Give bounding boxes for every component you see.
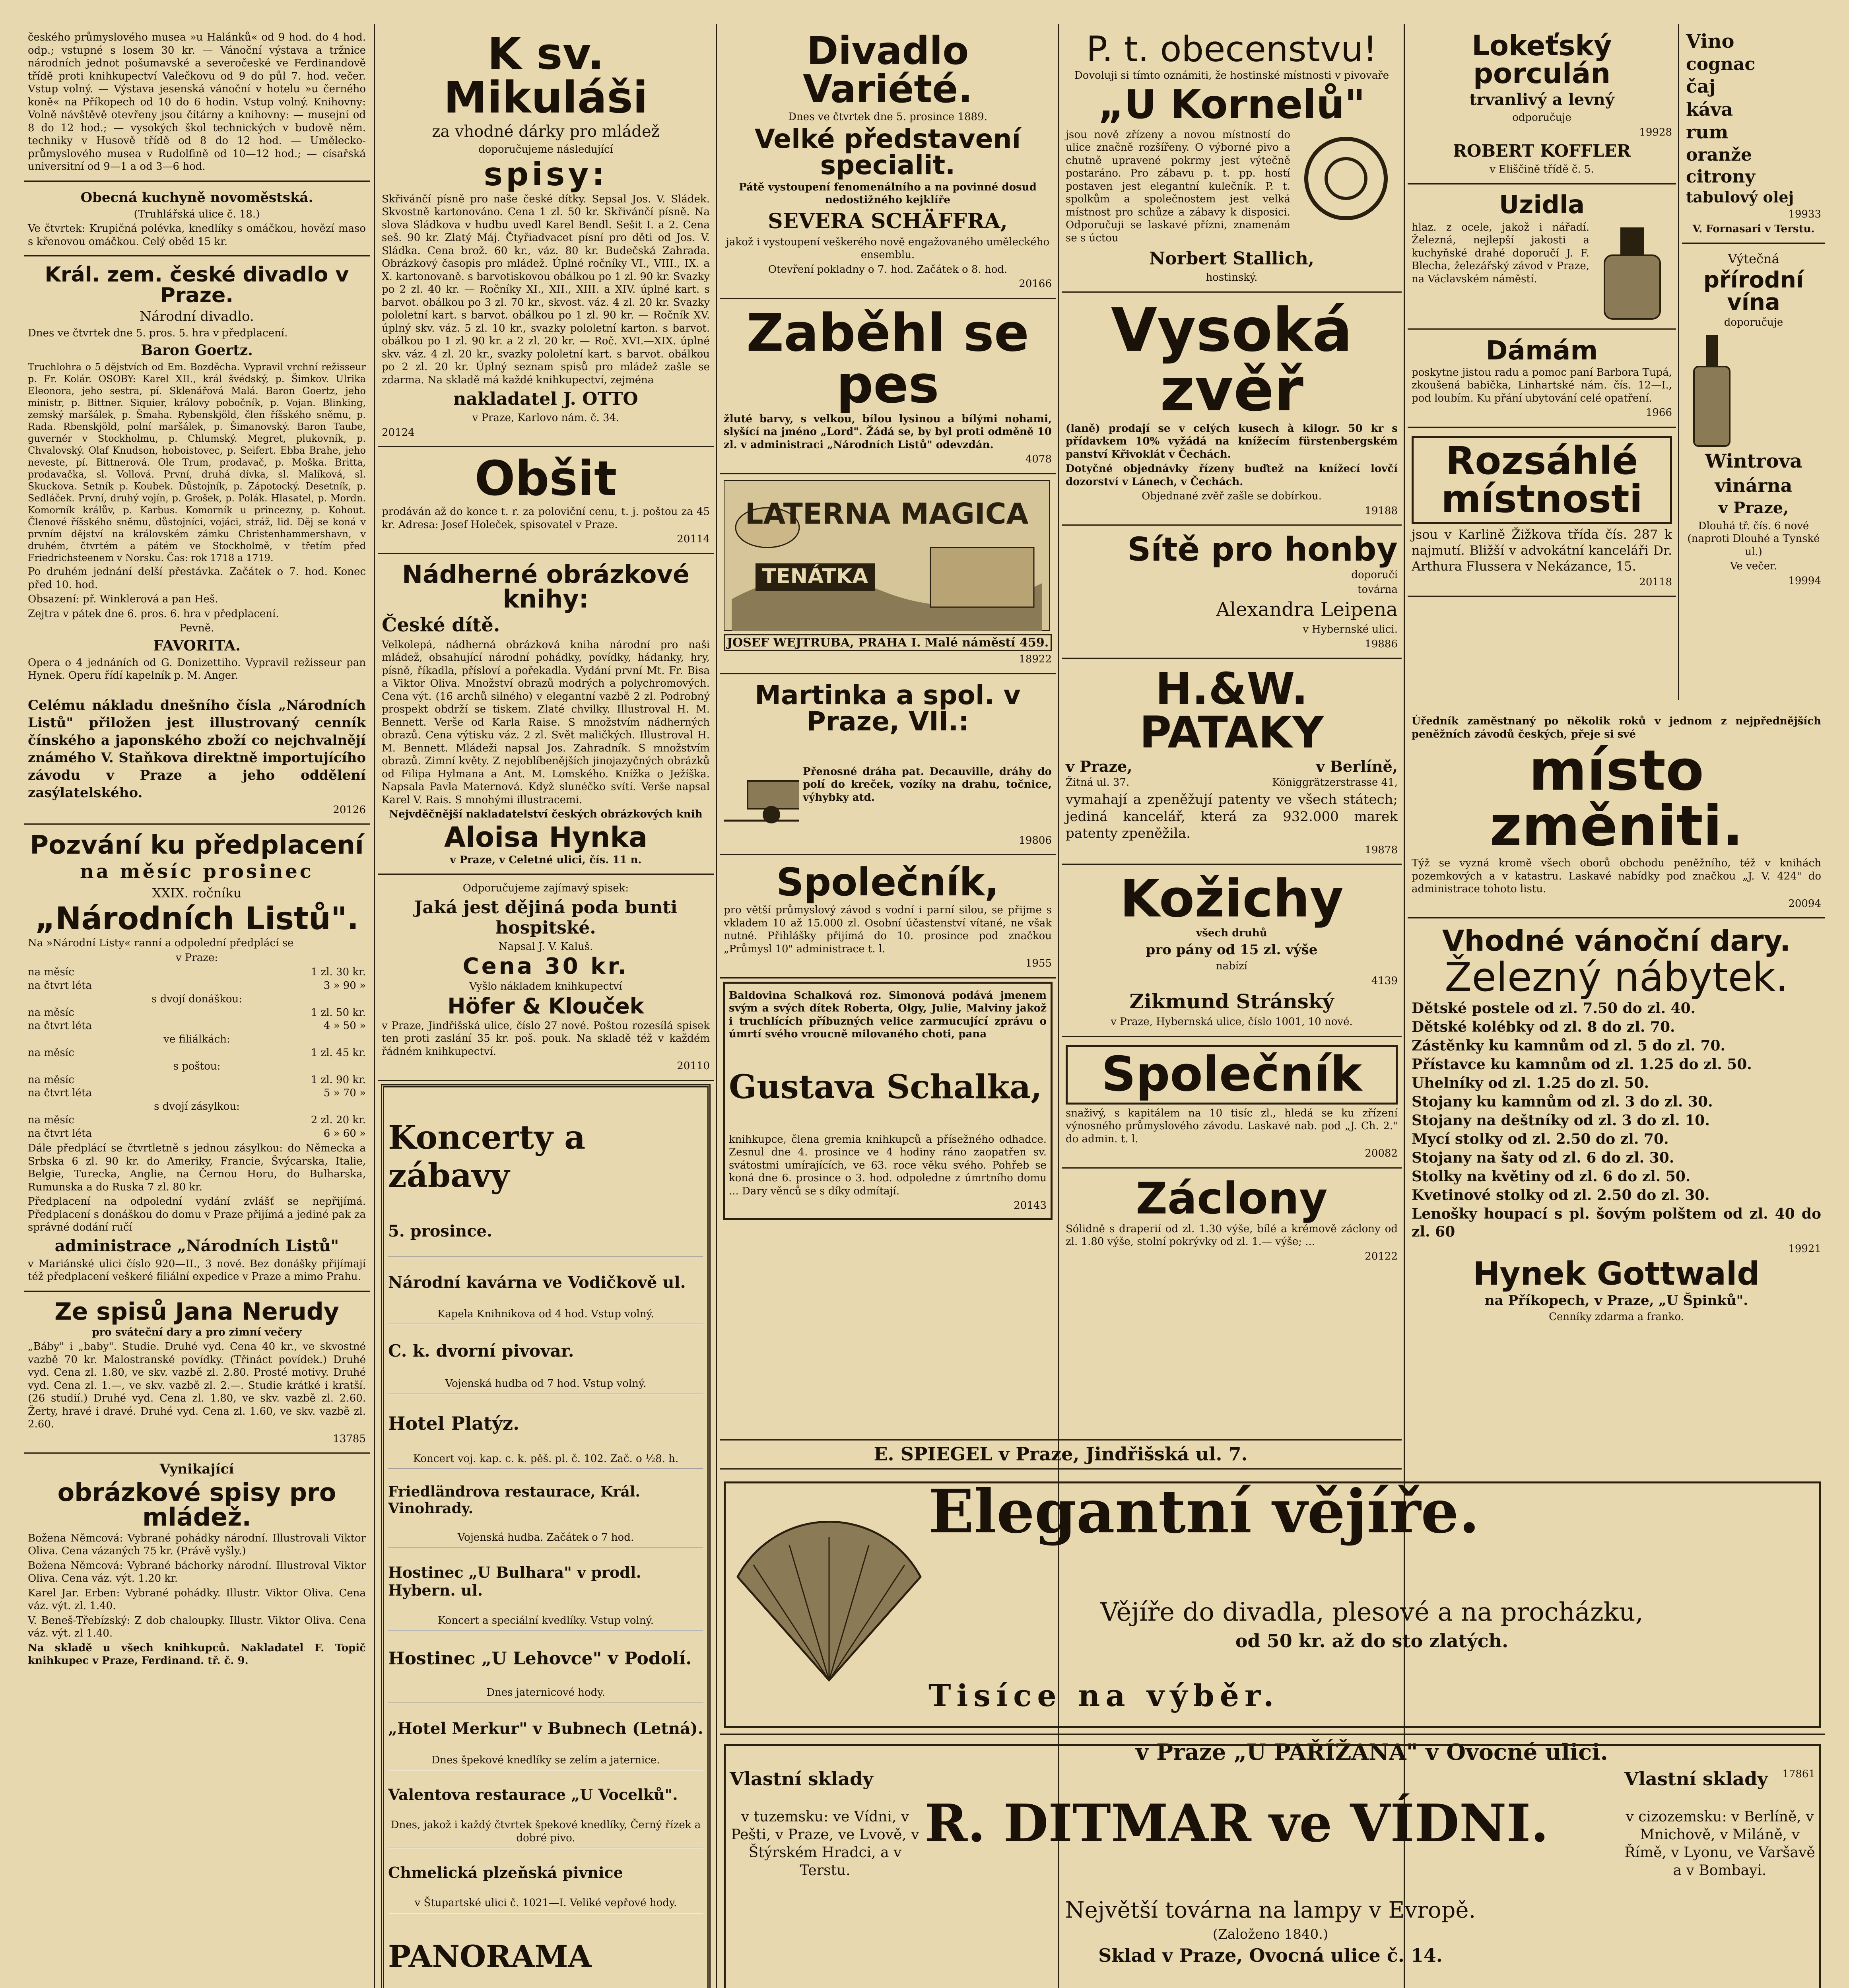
curtains-title: Záclony (1136, 1173, 1328, 1224)
wine-recommend: doporučuje (1724, 316, 1783, 328)
concerts-box (381, 1084, 711, 1988)
tenatka-label: TENÁTKA (762, 564, 868, 588)
furniture-item: Mycí stolky od zl. 2.50 do zl. 70. (1412, 1131, 1669, 1147)
stransky-name: Zikmund Stránský (1129, 990, 1334, 1013)
column-1 (24, 24, 370, 1988)
furs-price: pro pány od 15 zl. výše (1146, 942, 1318, 958)
variete-ensemble: jakož i vystoupení veškerého nově engažovaného uměleckého ensemblu. (726, 236, 1050, 261)
furniture-item: Kvetinové stolky od zl. 2.50 do zl. 30. (1412, 1187, 1710, 1204)
supplement-notice: Celému nákladu dnešního čísla „Národních Listů" přiložen jest illustrovaný cenník čínského a japonského zboží co nejchvalnějí známého V. Staňkova direktně importujícího závodu v Praze a jeho oddělení zasýlatelského. (28, 697, 366, 801)
otto-number: 20124 (382, 426, 415, 439)
koffler-address: v Eliščině třídě č. 5. (1490, 163, 1594, 175)
martinka-title: Martinka a spol. v Praze, VII.: (755, 679, 1021, 737)
price-row: s dvojí donáškou: (151, 993, 243, 1005)
christmas-gifts-title: Vhodné vánoční dary. (1442, 924, 1791, 957)
fans-number: 17861 (1782, 1768, 1815, 1780)
price-row: na čtvrt léta 5 » 70 » (28, 1087, 366, 1099)
laterna-label: LATERNA MAGICA (745, 497, 1029, 530)
booklet-title: Jaká jest dějiná poda bunti hospitské. (414, 897, 678, 938)
venue-bulhara-text: Koncert a speciální kvedlíky. Vstup volný. (437, 1614, 654, 1627)
subscription-intro: Na »Národní Listy« ranní a odpolední předplácí se (28, 937, 294, 949)
furniture-item: Lenošky houpací s pl. šovým polštem od zl. 40 do zl. 60 (1412, 1206, 1821, 1240)
pataky-number: 19878 (1365, 844, 1398, 856)
delivery-note: Předplacení na odpolední vydání zvlášť se nepřijímá. Předplacení s donáškou do domu v Praze přijímá a jediné pak za správné dodání ručí (28, 1196, 366, 1234)
venue-pivovar: C. k. dvorní pivovar. (388, 1341, 574, 1361)
neruda-number: 13785 (333, 1433, 366, 1445)
obsit-title: Obšit (474, 451, 617, 507)
mikulas-recommend: doporučujeme následující (478, 144, 613, 155)
partner-text: pro větší průmyslový závod s vodní i parní silou, se přijme s vkladem 10 až 15.000 zl. Osobní účastenství vítané, ne však nutné. Přihlášky přijímá do 10. prosince pod značkou „Průmysl 10" administrace t. l. (724, 904, 1052, 955)
porcelain-title: Lokeťský porculán (1472, 29, 1612, 90)
obituary-text: Baldovina Schalková roz. Simonová podává jmenem svým a svých dítek Roberta, Olgy, Julie, Malviny jakož i truchlících příbuzných velice zarmucující zprávu o úmrtí svého vroucně milovaného choti, pana (729, 989, 1047, 1040)
venue-platyz: Hotel Platýz. (388, 1412, 520, 1434)
pataky-cities: v Praze, v Berlíně, (1066, 757, 1398, 775)
furniture-number: 19921 (1788, 1243, 1821, 1255)
pataky-text: vymahají a zpeněžují patenty ve všech státech; jediná kancelář, která za 932.000 marek patenty zpeněžila. (1066, 792, 1398, 842)
otto-address: v Praze, Karlovo nám. č. 34. (472, 412, 620, 424)
lost-dog-title: Zaběhl se pes (746, 302, 1029, 415)
premises-title: Rozsáhlé místnosti (1412, 436, 1672, 524)
brewery-emblem-illustration (1294, 127, 1398, 230)
outstanding-label: Vynikající (159, 1461, 234, 1477)
leipen-street: v Hybernské ulici. (1303, 623, 1398, 635)
obsit-text: prodáván až do konce t. r. za poloviční cenu, t. j. poštou za 45 kr. Adresa: Josef Holeček, spisovatel v Praze. (382, 506, 710, 531)
coffee-label: káva (1686, 98, 1733, 120)
lost-dog-text: žluté barvy, s velkou, bílou lysinou a bílými nohami, slyšící na jméno „Lord". Žádá se, by byl proti odměně 10 zl. v administraci „Národních Listů" odevzdán. (724, 413, 1052, 451)
neruda-title: Ze spisů Jana Nerudy (54, 1297, 339, 1326)
wintr-name: Wintrova (1705, 450, 1802, 472)
furniture-item: Uhelníky od zl. 1.25 do zl. 50. (1412, 1075, 1649, 1091)
fornasari-name: V. Fornasari v Terstu. (1692, 223, 1815, 235)
venue-kavarna: Národní kavárna ve Vodičkově ul. (388, 1273, 686, 1292)
favorita-title: FAVORITA. (153, 637, 241, 654)
price-row: na čtvrt léta 4 » 50 » (28, 1020, 366, 1032)
price-row: na měsíc 1 zl. 50 kr. (28, 1006, 366, 1019)
obituary-details: knihkupce, člena gremia knihkupců a přísežného odhadce. Zesnul dne 4. prosince ve 4 hodiny ráno zaopatřen sv. svátostmi umírajících, ve 63. roce věku svého. Pohřeb se koná dne 6. prosince o 3. hod. odpoledne z úmrtního domu ... Dary věnců se s díky odmítají. (729, 1133, 1047, 1197)
clerk-text: Úředník zaměstnaný po několik roků v jednom z nejpřednějších peněžních závodů českých, přeje si své (1412, 715, 1821, 740)
wejtruba-number: 18922 (1019, 653, 1052, 665)
ladies-number: 1966 (1645, 407, 1672, 419)
bottle-illustration (1593, 219, 1672, 323)
martinka-content (724, 737, 1052, 833)
ladies-text: poskytne jistou radu a pomoc paní Barbora Tupá, zkoušená babička, Linhartské nám. čís. 12—I., pod loubím. Ku přání ubytování celé opatření. (1412, 366, 1672, 404)
column-5-lower (1408, 708, 1825, 1475)
favorita-text: Opera o 4 jednáních od G. Donizettiho. Vypravil režisseur pan Hynek. Operu řídí kapelník p. M. Anger. (28, 656, 366, 681)
game-title: Vysoká zvěř (1111, 295, 1353, 425)
column-3 (720, 24, 1056, 1475)
obituary-name: Gustava Schalka, (729, 1068, 1042, 1106)
furniture-item: Přístavce ku kamnům od zl. 1.25 do zl. 50. (1412, 1056, 1752, 1073)
picture-books-heading: Nádherné obrázkové knihy: (402, 559, 689, 613)
newspaper-page (24, 24, 1825, 1988)
ditmar-ad (720, 1741, 1825, 1988)
railway-number: 19806 (1019, 834, 1052, 846)
theatre-fixed: Pevně. (179, 622, 214, 634)
venue-merkur: „Hotel Merkur" v Bubnech (Letná). (388, 1719, 703, 1738)
partner-number: 1955 (1025, 957, 1052, 969)
narodni-listy-title: „Národních Listů". (35, 901, 359, 937)
theatre-end: Po druhém jednání delší přestávka. Začátek o 7. hod. Konec před 10. hod. (28, 566, 366, 591)
furniture-item: Stolky na květiny od zl. 6 do zl. 50. (1412, 1168, 1691, 1185)
price-row: ve filiálkách: (163, 1033, 230, 1046)
notice-title: P. t. obecenstvu! (1086, 29, 1377, 70)
laterna-magica-illustration (724, 480, 1050, 631)
hofer-number: 20110 (677, 1060, 710, 1072)
job-change-number: 20094 (1788, 897, 1821, 910)
furs-kinds: všech druhů (1196, 927, 1267, 940)
furs-offers: nabízí (1216, 960, 1248, 973)
game-delivery: Objednané zvěř zašle se dobírkou. (1142, 490, 1322, 502)
variete-number: 20166 (1019, 278, 1052, 290)
ditmar-header (924, 1750, 1616, 1988)
partner-wanted-text: snaživý, s kapitálem na 10 tisíc zl., hledá se ku zřízení výnosného průmyslového závodu. Laskavé nab. pod „J. Ch. 2." do admin. t. l. (1066, 1107, 1398, 1145)
laterna-magica-ad (720, 474, 1056, 674)
furniture-item: Stojany ku kamnům od zl. 3 do zl. 30. (1412, 1093, 1713, 1110)
wine-bar: vinárna (1715, 474, 1793, 496)
booklet-author: Napsal J. V. Kaluš. (498, 940, 593, 953)
furniture-item: Stojany na deštníky od zl. 3 do zl. 10. (1412, 1112, 1710, 1129)
obituary-number: 20143 (1014, 1200, 1047, 1212)
partner-wanted-title: Společník (1066, 1045, 1398, 1105)
ladies-title: Dámám (1486, 335, 1598, 366)
smokehouse-content (1412, 219, 1672, 323)
column-6 (1682, 24, 1825, 700)
fans-price: od 50 kr. až do sto zlatých. (1235, 1630, 1509, 1652)
railway-wagon-illustration (724, 737, 799, 833)
administration-title: administrace „Národních Listů" (54, 1236, 339, 1255)
booklet-publisher-label: Vyšlo nákladem knihkupectví (469, 980, 622, 992)
neruda-subtitle: pro sváteční dary a pro zimní večery (92, 1326, 302, 1338)
variete-time: Otevření pokladny o 7. hod. Začátek o 8. hod. (768, 263, 1008, 276)
price-row: na měsíc 2 zl. 20 kr. (28, 1114, 366, 1126)
furniture-list (1412, 1000, 1821, 1241)
publisher-label: Nejvděčnější nakladatelství českých obrázkových knih (389, 808, 703, 820)
domestic-text: v tuzemsku: ve Vídni, v Pešti, v Praze, ve Lvově, v Štýrském Hradci, a v Terstu. (731, 1809, 919, 1879)
mikulas-title: K sv. Mikuláši (443, 28, 648, 123)
curtains-text: Sólidně s draperií od zl. 1.30 výše, bílé a krémově záclony od zl. 1.80 výše, stolní pokrývky od zl. 1.— výše; ... (1066, 1223, 1398, 1248)
kitchen-menu: Ve čtvrtek: Krupičná polévka, knedlíky s omáčkou, hovězí maso s křenovou omáčkou. Celý oběd 15 kr. (28, 223, 366, 248)
obsit-number: 20114 (677, 533, 710, 545)
furniture-item: Zástěnky ku kamnům od zl. 5 do zl. 70. (1412, 1037, 1725, 1054)
hynek-address: v Praze, v Celetné ulici, čís. 11 n. (450, 854, 642, 866)
administration-address: v Mariánské ulici číslo 920—II., 3 nové. Bez donášky přijímají též předplacení veškeré filiální expedice v Praze a mimo Prahu. (28, 1258, 366, 1283)
stallich-name: Norbert Stallich, (1149, 248, 1315, 269)
rum-label: rum (1686, 121, 1729, 143)
variete-headline: Velké představení specialit. (754, 123, 1021, 181)
neruda-books: „Báby" i „baby". Studie. Druhé vyd. Cena 40 kr., ve skvostné vazbě 70 kr. Malostranské povídky. (Třináct povídek.) Druhé vyd. Cena zl. 1.80, ve skv. vazbě zl. 2.80. Prosté motivy. Druhé vyd. Cena zl. 1.—, ve skv. vazbě zl. 2.—. Studie krátké i kratší. (26 studií.) Druhé vyd. Cena zl. 1.80, ve skv. vazbě zl. 2.60. Žerty, hravé i dravé. Druhé vyd. Cena zl. 1.60, ve skv. vazbě zl. 2.60. (28, 1341, 366, 1431)
price-row: na měsíc 1 zl. 90 kr. (28, 1074, 366, 1086)
variete-title: Divadlo Variété. (803, 29, 973, 111)
notice-text: Dovoluji si tímto oznámiti, že hostinské místnosti v pivovaře (1074, 70, 1389, 82)
theatre-title: Král. zem. české divadlo v Praze. (45, 263, 349, 307)
wejtruba-address: JOSEF WEJTRUBA, PRAHA I. Malé náměstí 459. (724, 634, 1052, 652)
kornelu-title: „U Kornelů" (1098, 81, 1365, 128)
nets-title: Sítě pro honby (1127, 531, 1398, 569)
subscription-title: Pozvání ku předplacení (30, 831, 364, 860)
ditmar-subtitle: Největší továrna na lampy v Evropě. (1065, 1897, 1476, 1923)
domestic-title: Vlastní sklady (730, 1768, 873, 1790)
porcelain-sub: trvanlivý a levný (1469, 90, 1614, 109)
wine-evening: Ve večer. (1730, 560, 1777, 572)
hynek-title: Aloisa Hynka (444, 821, 648, 854)
nemcova-2: Božena Němcová: Vybrané báchorky národní. Illustroval Viktor Oliva. Cena váz. výt. 1.20 kr. (28, 1559, 366, 1585)
gottwald-catalogue: Cenníky zdarma a franko. (1549, 1311, 1684, 1323)
smokehouse-text: hlaz. z ocele, jakož i nářadí. Železná, nejlepší jakosti a kuchyňské drahé doporučí J. F. Blecha, železářský závod v Praze, na Václavském náměstí. (1412, 221, 1589, 285)
stallich-title: hostinský. (1206, 272, 1258, 283)
game-orders: Dotyčné objednávky řízeny buďtež na knížecí lovčí dozorství v Lánech, v Čechách. (1066, 463, 1398, 488)
gottwald-address: na Příkopech, v Praze, „U Špinků". (1484, 1292, 1748, 1309)
railway-text: Přenosné dráha pat. Decauville, dráhy do polí do kreček, vozíky na drahu, točnice, výhybky atd. (803, 765, 1052, 804)
furniture-item: Dětské kolébky od zl. 8 do zl. 70. (1412, 1019, 1675, 1035)
theatre-date: Dnes ve čtvrtek dne 5. pros. 5. hra v předplacení. (28, 327, 288, 339)
concerts-date: 5. prosince. (388, 1221, 492, 1241)
variete-performer: SEVERA SCHÄFFRA, (768, 209, 1008, 233)
picture-books-title: obrázkové spisy pro mládež. (57, 1477, 336, 1532)
wine-excellent: Výtečná (1728, 251, 1779, 266)
obituary-box (723, 982, 1053, 1220)
subscription-month: na měsíc prosinec (80, 860, 314, 883)
supplement-number: 20126 (333, 804, 366, 816)
venue-lehovce-text: Dnes jaternicové hody. (486, 1687, 605, 1699)
venue-pivovar-text: Vojenská hudba od 7 hod. Vstup volný. (445, 1378, 647, 1390)
exhibitions-text: českého průmyslového musea »u Halánků« od 9 hod. do 4 hod. odp.; vstupné s losem 30 kr. — Vánoční výstava a tržnice národních jednot pošumavské a severočeské ve Ferdinandově třídě proti knihkupectví Valečkovu od 9 do půl 7. hod. večer. Vstup volný. — Výstava jesenská vánoční v hotelu »u černého koně« na Příkopech od 10 do 6 hodin. Vstup volný. Knihovny: Volně návštěvě otevřeny jsou čítárny a knihovny: — musejní od 8 do 12 hod.; — vysokých škol technických v budově něm. techniky v Husově třídě od 8 do 12 hod. — Umělecko-průmyslového musea v Rudolfině od 10—12 hod.; — císařská universitní od 9—1 a od 3—6 hod. (28, 31, 366, 173)
wine-bottle-icon (1686, 331, 1738, 450)
fans-title: Elegantní vějíře. (928, 1477, 1480, 1547)
leipen-recommend: doporučí (1351, 569, 1398, 581)
premises-number: 20118 (1639, 576, 1672, 588)
picture-books-text: Velkolepá, nádherná obrázková kniha národní pro naši mládež, obsahující národní pohádky, povídky, hádanky, hry, písně, říkadla, přísloví a pořekadla. Vydání první Mt. Fr. Bisa a Viktor Oliva. Množství obrazů modrých a polychromových. Cena výt. (16 archů silného) v elegantní vazbě 2 zl. Podrobný prospekt obdrží se tiskem. Zlaté chvilky. Illustroval H. M. Bennett. Verše od Karla Raise. S množstvím nádherných obrazů. Cena výtisku váz. 2 zl. Svět maličkých. Illustroval H. M. Bennett. Mládeži napsal Jos. Zahradník. S množstvím obrazů. Zimní květy. Z nejoblíbenějších jinojazyčných obrázků od Filipa Hylmana a Ant. M. Lomského. Knížka o Ježíška. Napsala Pavla Maternová. Když slunéčko svítí. Verše napsal Karel V. Rais. S mnohými illustracemi. (382, 639, 710, 806)
fornasari-number: 19933 (1788, 208, 1821, 220)
wine-address: Dlouhá tř. čís. 6 nové (naproti Dlouhé a Tynské ul.) (1687, 520, 1820, 558)
theatre-subtitle: Národní divadlo. (140, 309, 254, 324)
subscription-prague: v Praze: (175, 951, 218, 964)
spisy-title: spisy: (484, 155, 608, 193)
premises-text: jsou v Karlině Žižkova třída čís. 287 k najmutí. Bližší v advokátní kanceláři Dr. Arthura Flussera v Nekázance, 15. (1412, 526, 1672, 574)
tea-label: čaj (1686, 76, 1716, 97)
gottwald-title: Hynek Gottwald (1473, 1255, 1760, 1292)
iron-furniture-title: Železný nábytek. (1445, 954, 1788, 1000)
price-row: s poštou: (173, 1060, 221, 1072)
job-change-text: Týž se vyzná kromě všech oborů obchodu peněžního, též v knihách pozemkových a v katastru. Laskavé nabídky pod značkou „J. V. 424" do administrace tohoto listu. (1412, 857, 1821, 895)
otto-publisher: nakladatel J. OTTO (453, 389, 638, 409)
topic-publisher: Na skladě u všech knihkupců. Nakladatel F. Topič knihkupec v Praze, Ferdinand. tř. č. 9. (28, 1642, 366, 1667)
foreign-title: Vlastní sklady (1624, 1768, 1768, 1790)
furs-number: 4139 (1371, 975, 1398, 987)
fans-address: v Praze „U PAŘÍŽANA" v Ovocné ulici. (1135, 1739, 1608, 1765)
cognac-label: cognac (1686, 54, 1756, 74)
natural-wines: přírodní vína (1703, 267, 1804, 315)
price-row: na čtvrt léta 6 » 60 » (28, 1127, 366, 1140)
furniture-item: Stojany na šaty od zl. 6 do zl. 30. (1412, 1149, 1674, 1166)
theatre-cast-note: Obsazení: př. Winklerová a pan Heš. (28, 593, 218, 605)
erben-book: Karel Jar. Erben: Vybrané pohádky. Illustr. Viktor Oliva. Cena váz. výt. zl. 1.40. (28, 1587, 366, 1612)
theatre-play: Baron Goertz. (141, 342, 253, 359)
game-number: 19188 (1365, 505, 1398, 517)
fan-illustration (730, 1521, 928, 1688)
porcelain-recommend: odporučuje (1512, 112, 1571, 124)
concerts-title: Koncerty a zábavy (388, 1118, 586, 1195)
venue-lehovce: Hostinec „U Lehovce" v Podolí. (388, 1648, 692, 1669)
theatre-cast: Truchlohra o 5 dějstvích od Em. Bozděcha. Vypravil vrchní režisseur p. Fr. Kolár. OSOBY: Karel XII., král švédský, p. Šimkov. Ulrika Eleonora, jeho sestra, pí. Sklenářová Malá. Baron Goertz, jeho ministr, p. Bittner. Siquier, královy pobočník, p. Vojan. Blinking, zemský maršálek, p. Šmaha. Rybenskjöld, člen říšského sněmu, p. Rada. Rbenskjöld, polní maršálek, p. Šimanovský. Baron Taube, guvernér v Stockholmu, p. Chlumský. Megret, plukovník, p. Chvalovský. Olaf Knudson, hoboistovec, p. Seifert. Ebba Brahe, jeho neveste, pí. Bittnerová. Ole Trum, prodavač, p. Moška. Britta, prodavačka, sl. Vollová. První, druhá dívka, sl. Malíková, sl. Skuckova. Setník p. Koubek. Důstojník, p. Zápotocký. Desetník, p. Sedláček. První, druhý vojín, p. Grošek, p. Polák. Hlasatel, p. Mordn. Komorník králův, p. Karbus. Komorník u princezny, p. Kohout. Členové říšského sněmu, důstojníci, vojáci, stráž, lid. Děj se koná v prvním dějství na královském zámku Christenhammershavn, v druhém, čtvrtém a pátém ve Stockholmě, v třetím před Friedrichsteenem v Norsku. Čas: rok 1718 a 1719. (28, 361, 366, 563)
partner-wanted-number: 20082 (1365, 1147, 1398, 1160)
wine-city: v Praze, (1718, 498, 1789, 517)
venue-vocelka: Valentova restaurace „U Vocelků". (388, 1786, 678, 1804)
leipen-name: Alexandra Leipena (1216, 598, 1398, 621)
theatre-tomorrow: Zejtra v pátek dne 6. pros. 6. hra v předplacení. (28, 608, 279, 620)
game-text: (laně) prodají se v celých kusech à kilogr. 50 kr s přídavkem 10% vyžádá na knížecím fürstenbergském panství Křivoklát v Čechách. (1066, 422, 1398, 460)
fans-text-block (928, 1427, 1815, 1782)
venue-vocelka-text: Dnes, jakož i každý čtvrtek špekové knedlíky, Černý řízek a dobré pivo. (390, 1819, 701, 1844)
column-2 (378, 24, 714, 1988)
furniture-item: Dětské postele od zl. 7.50 do zl. 40. (1412, 1000, 1696, 1017)
lost-dog-number: 4078 (1025, 453, 1052, 465)
wine-label: Vino (1686, 30, 1734, 52)
mikulas-subtitle: za vhodné dárky pro mládež (432, 122, 660, 141)
pataky-title: H.&W. PATAKY (1139, 663, 1324, 758)
porcelain-number: 19928 (1639, 126, 1672, 138)
subscription-year: XXIX. ročníku (152, 885, 242, 901)
smokehouse-title: Uzidla (1499, 190, 1585, 219)
spiegel-address: E. SPIEGEL v Praze, Jindřišská ul. 7. (874, 1443, 1248, 1465)
ditmar-store: Sklad v Praze, Ovocná ulice č. 14. (1098, 1945, 1443, 1967)
venue-chmel-text: v Štupartské ulici č. 1021—I. Veliké vepřové hody. (414, 1897, 677, 1909)
fans-choice: Tisíce na výběr. (928, 1677, 1280, 1713)
variete-text: Pátě vystoupení fenomenálního a na povinné dosud nedostižného kejklíře (739, 181, 1037, 206)
curtains-number: 20122 (1365, 1250, 1398, 1262)
kitchen-address: (Truhlářská ulice č. 18.) (134, 208, 260, 220)
partner-title: Společník, (776, 860, 999, 905)
leipen-factory: továrna (1358, 583, 1398, 596)
venue-platyz-text: Koncert voj. kap. c. k. pěš. pl. č. 102. Zač. o ½8. h. (413, 1452, 679, 1465)
price-row: na čtvrt léta 3 » 90 » (28, 979, 366, 992)
venue-kavarna-text: Kapela Knihnikova od 4 hod. Vstup volný. (437, 1308, 655, 1320)
kitchen-title: Obecná kuchyně novoměstská. (80, 189, 313, 206)
kornelu-text: jsou nově zřízeny a novou místností do ulice značně rozšířeny. O výborné pivo a chutně upravené pokrmy jest výtečně postaráno. Pro zábavu p. t. pp. hostí postaven jest elegantní kulečník. P. t. spolkům a společnostem jest velká místnost pro schůze a zábavy k disposici. Odporučuji se laskavé přízni, znamenám se s úctou (1066, 128, 1290, 244)
booklet-intro: Odporučujeme zajímavý spisek: (462, 882, 629, 894)
venue-chmel: Chmelická plzeňská pivnice (388, 1864, 623, 1882)
ditmar-title: R. DITMAR ve VÍDNI. (924, 1792, 1549, 1854)
price-row: s dvojí zásylkou: (154, 1101, 240, 1113)
koffler-name: ROBERT KOFFLER (1453, 141, 1631, 161)
otto-books: Skřivánčí písně pro naše české dítky. Sepsal Jos. V. Sládek. Skvostně kartonováno. Cena 1 zl. 50 kr. Skřivánčí písně. Na slova Sládkova v hudbu uvedl Karel Bendl. Sešit I. a 2. Cena seš. 90 kr. Zlatý Máj. Čtyřiadvacet písní pro děti od Jos. V. Sládka. Cena brož. 60 kr., váz. 80 kr. Budečská Zahrada. Obrázkový časopis pro mládež. Úplné ročníky VI., VIII., IX. a X. kartonovaně. s barvotiskovou obálkou po 1 zl. 90 kr. Svazky po 2 zl. 40 kr. — Ročníky XI., XII., XIII. a XIV. úplné kart. s barvot. obálkou po 3 zl. 70 kr., skvost. váz. 4 zl. 20 kr. Svazky pololetní kart. s barvot. obálkou po 1 zl. 90 kr. — Ročník XV. úplný skv. váz. 5 zl. 10 kr., svazky pololetní karton. s barvot. obálkou po 1 zl. 90 kr. a 2 zl. 20 kr. — Roč. XVI.—XIX. úplné skv. váz. 4 zl. 20 kr., svazky pololetní kart. s barvot. obálkou po 2 zl. 20 kr. Úplný seznam spisů pro mládež zašle se zdarma. Na skladě má každé knihkupectví, zejména (382, 193, 710, 386)
venue-bulhara: Hostinec „U Bulhara" v prodl. Hybern. ul. (388, 1563, 641, 1599)
variete-date: Dnes ve čtvrtek dne 5. prosince 1889. (788, 111, 987, 123)
panorama-title: PANORAMA (388, 1938, 592, 1974)
pataky-addresses: Žitná ul. 37. Königgrätzerstrasse 41, (1066, 777, 1398, 789)
price-row: na měsíc 1 zl. 30 kr. (28, 966, 366, 978)
price-row: na měsíc 1 zl. 45 kr. (28, 1046, 366, 1059)
nemcova-1: Božena Němcová: Vybrané pohádky národní. Illustrovali Viktor Oliva. Cena vázaných 75 kr. (Právě vyšly.) (28, 1532, 366, 1557)
hofer-text: v Praze, Jindřišská ulice, číslo 27 nové. Poštou rozesílá spisek ten proti zaslání 35 kr. poš. pouk. Na skladě též v každém řádném knihkupectví. (382, 1019, 710, 1058)
furs-title: Kožichy (1120, 868, 1344, 929)
benes-book: V. Beneš-Třebízský: Z dob chaloupky. Illustr. Viktor Oliva. Cena váz. výt. zl 1.40. (28, 1614, 366, 1640)
fans-subtitle: Vějíře do divadla, plesové a na procházku, (1100, 1597, 1643, 1627)
oranges-label: oranže (1686, 144, 1752, 165)
column-4 (1062, 24, 1402, 1475)
lemons-label: citrony (1686, 166, 1755, 187)
abroad-prices: Dále předplácí se čtvrtletně s jednou zásylkou: do Německa a Srbska 6 zl. 90 kr. do Ameriky, Francie, Švýcarska, Italie, Belgie, Turecka, Anglie, na Černou Horu, do Bulharska, Rumunska a do Ruska 7 zl. 80 kr. (28, 1142, 366, 1193)
booklet-price: Cena 30 kr. (462, 953, 629, 979)
venue-fried: Friedländrova restaurace, Král. Vinohrady. (388, 1483, 640, 1517)
price-list (28, 966, 366, 1140)
venue-merkur-text: Dnes špekové knedlíky se zelím a jaternice. (431, 1754, 660, 1766)
ditmar-box (724, 1744, 1821, 1988)
wine-number: 19994 (1788, 575, 1821, 587)
domestic-stores (730, 1750, 921, 1881)
ditmar-founded: (Založeno 1840.) (1212, 1926, 1328, 1942)
stransky-address: v Praze, Hybernská ulice, číslo 1001, 10 nové. (1111, 1016, 1353, 1028)
oil-label: tabulový olej (1686, 188, 1794, 206)
kornelu-content (1066, 127, 1398, 247)
ceske-dite-title: České dítě. (382, 613, 500, 636)
foreign-stores (1624, 1750, 1815, 1881)
foreign-text: v cizozemsku: v Berlíně, v Mnichově, v Miláně, v Římě, v Lyonu, ve Varšavě a v Bombayi. (1624, 1809, 1815, 1879)
leipen-number: 19886 (1365, 638, 1398, 650)
venue-fried-text: Vojenská hudba. Začátek o 7 hod. (457, 1532, 634, 1544)
hofer-title: Höfer & Klouček (447, 993, 644, 1019)
job-change-title: místo změniti. (1489, 738, 1744, 859)
